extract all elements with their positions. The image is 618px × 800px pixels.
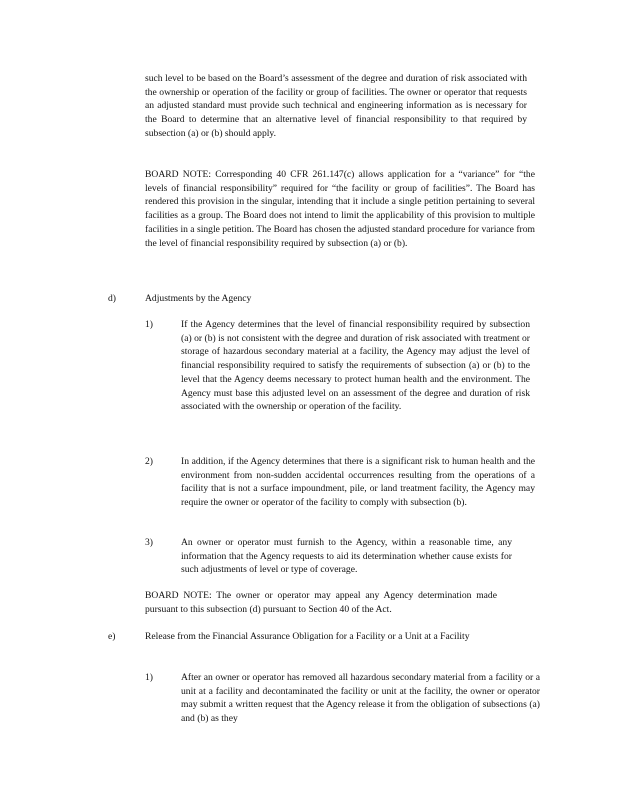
item-d1-text: If the Agency determines that the level of financial responsibility required by subsection (a) or (b) is not consistent with the degree and duration of risk associated with treatment or storage of hazardous secondary material at a facility, the Agency may adjust the level of financial responsibility required to satisfy the requirements of subsection (a) or (b) to the level that the Agency deems necessary to protect human health and the environment. The Agency must base this adjusted level on an assessment of the degree and duration of risk associated with the ownership or operation of the facility.	[181, 319, 530, 413]
section-e-label: e)	[108, 631, 116, 642]
item-d3-number: 3)	[145, 537, 153, 548]
section-d-heading: Adjustments by the Agency	[145, 293, 252, 304]
intro-paragraph: such level to be based on the Board’s assessment of the degree and duration of risk associated with the ownership or operation of the facility or group of facilities. The owner or operator that requests an adjusted standard must provide such technical and engineering information as is necessary for the Board to determine that an alternative level of financial responsibility to that required by subsection (a) or (b) should apply.	[145, 73, 527, 139]
item-d2-number: 2)	[145, 456, 153, 467]
section-e-heading: Release from the Financial Assurance Obligation for a Facility or a Unit at a Facility	[145, 631, 470, 642]
item-e1-number: 1)	[145, 672, 153, 683]
item-e1-text: After an owner or operator has removed all hazardous secondary material from a facility or a unit at a facility and decontaminated the facility or unit at the facility, the owner or operator may submit a written request that the Agency release it from the obligation of subsections (a) and (b) as they	[181, 672, 540, 725]
board-note-appeal: BOARD NOTE: The owner or operator may appeal any Agency determination made pursuant to this subsection (d) pursuant to Section 40 of the Act.	[145, 590, 497, 615]
item-d2-text: In addition, if the Agency determines that there is a significant risk to human health and the environment from non-sudden accidental occurrences resulting from the operations of a facility that is not a surface impoundment, pile, or land treatment facility, the Agency may require the owner or operator of the facility to comply with subsection (b).	[181, 456, 535, 509]
item-d1-number: 1)	[145, 319, 153, 330]
board-note-variance: BOARD NOTE: Corresponding 40 CFR 261.147(c) allows application for a “variance” for “the levels of financial responsibility” required for “the facility or group of facilities”. The Board has rendered this provision in the singular, intending that it include a single petition pertaining to several facilities as a group. The Board does not intend to limit the applicability of this provision to multiple facilities in a single petition. The Board has chosen the adjusted standard procedure for variance from the level of financial responsibility required by subsection (a) or (b).	[145, 169, 535, 249]
item-d3-text: An owner or operator must furnish to the Agency, within a reasonable time, any information that the Agency requests to aid its determination whether cause exists for such adjustments of level or type of coverage.	[181, 537, 512, 576]
section-d-label: d)	[108, 293, 116, 304]
